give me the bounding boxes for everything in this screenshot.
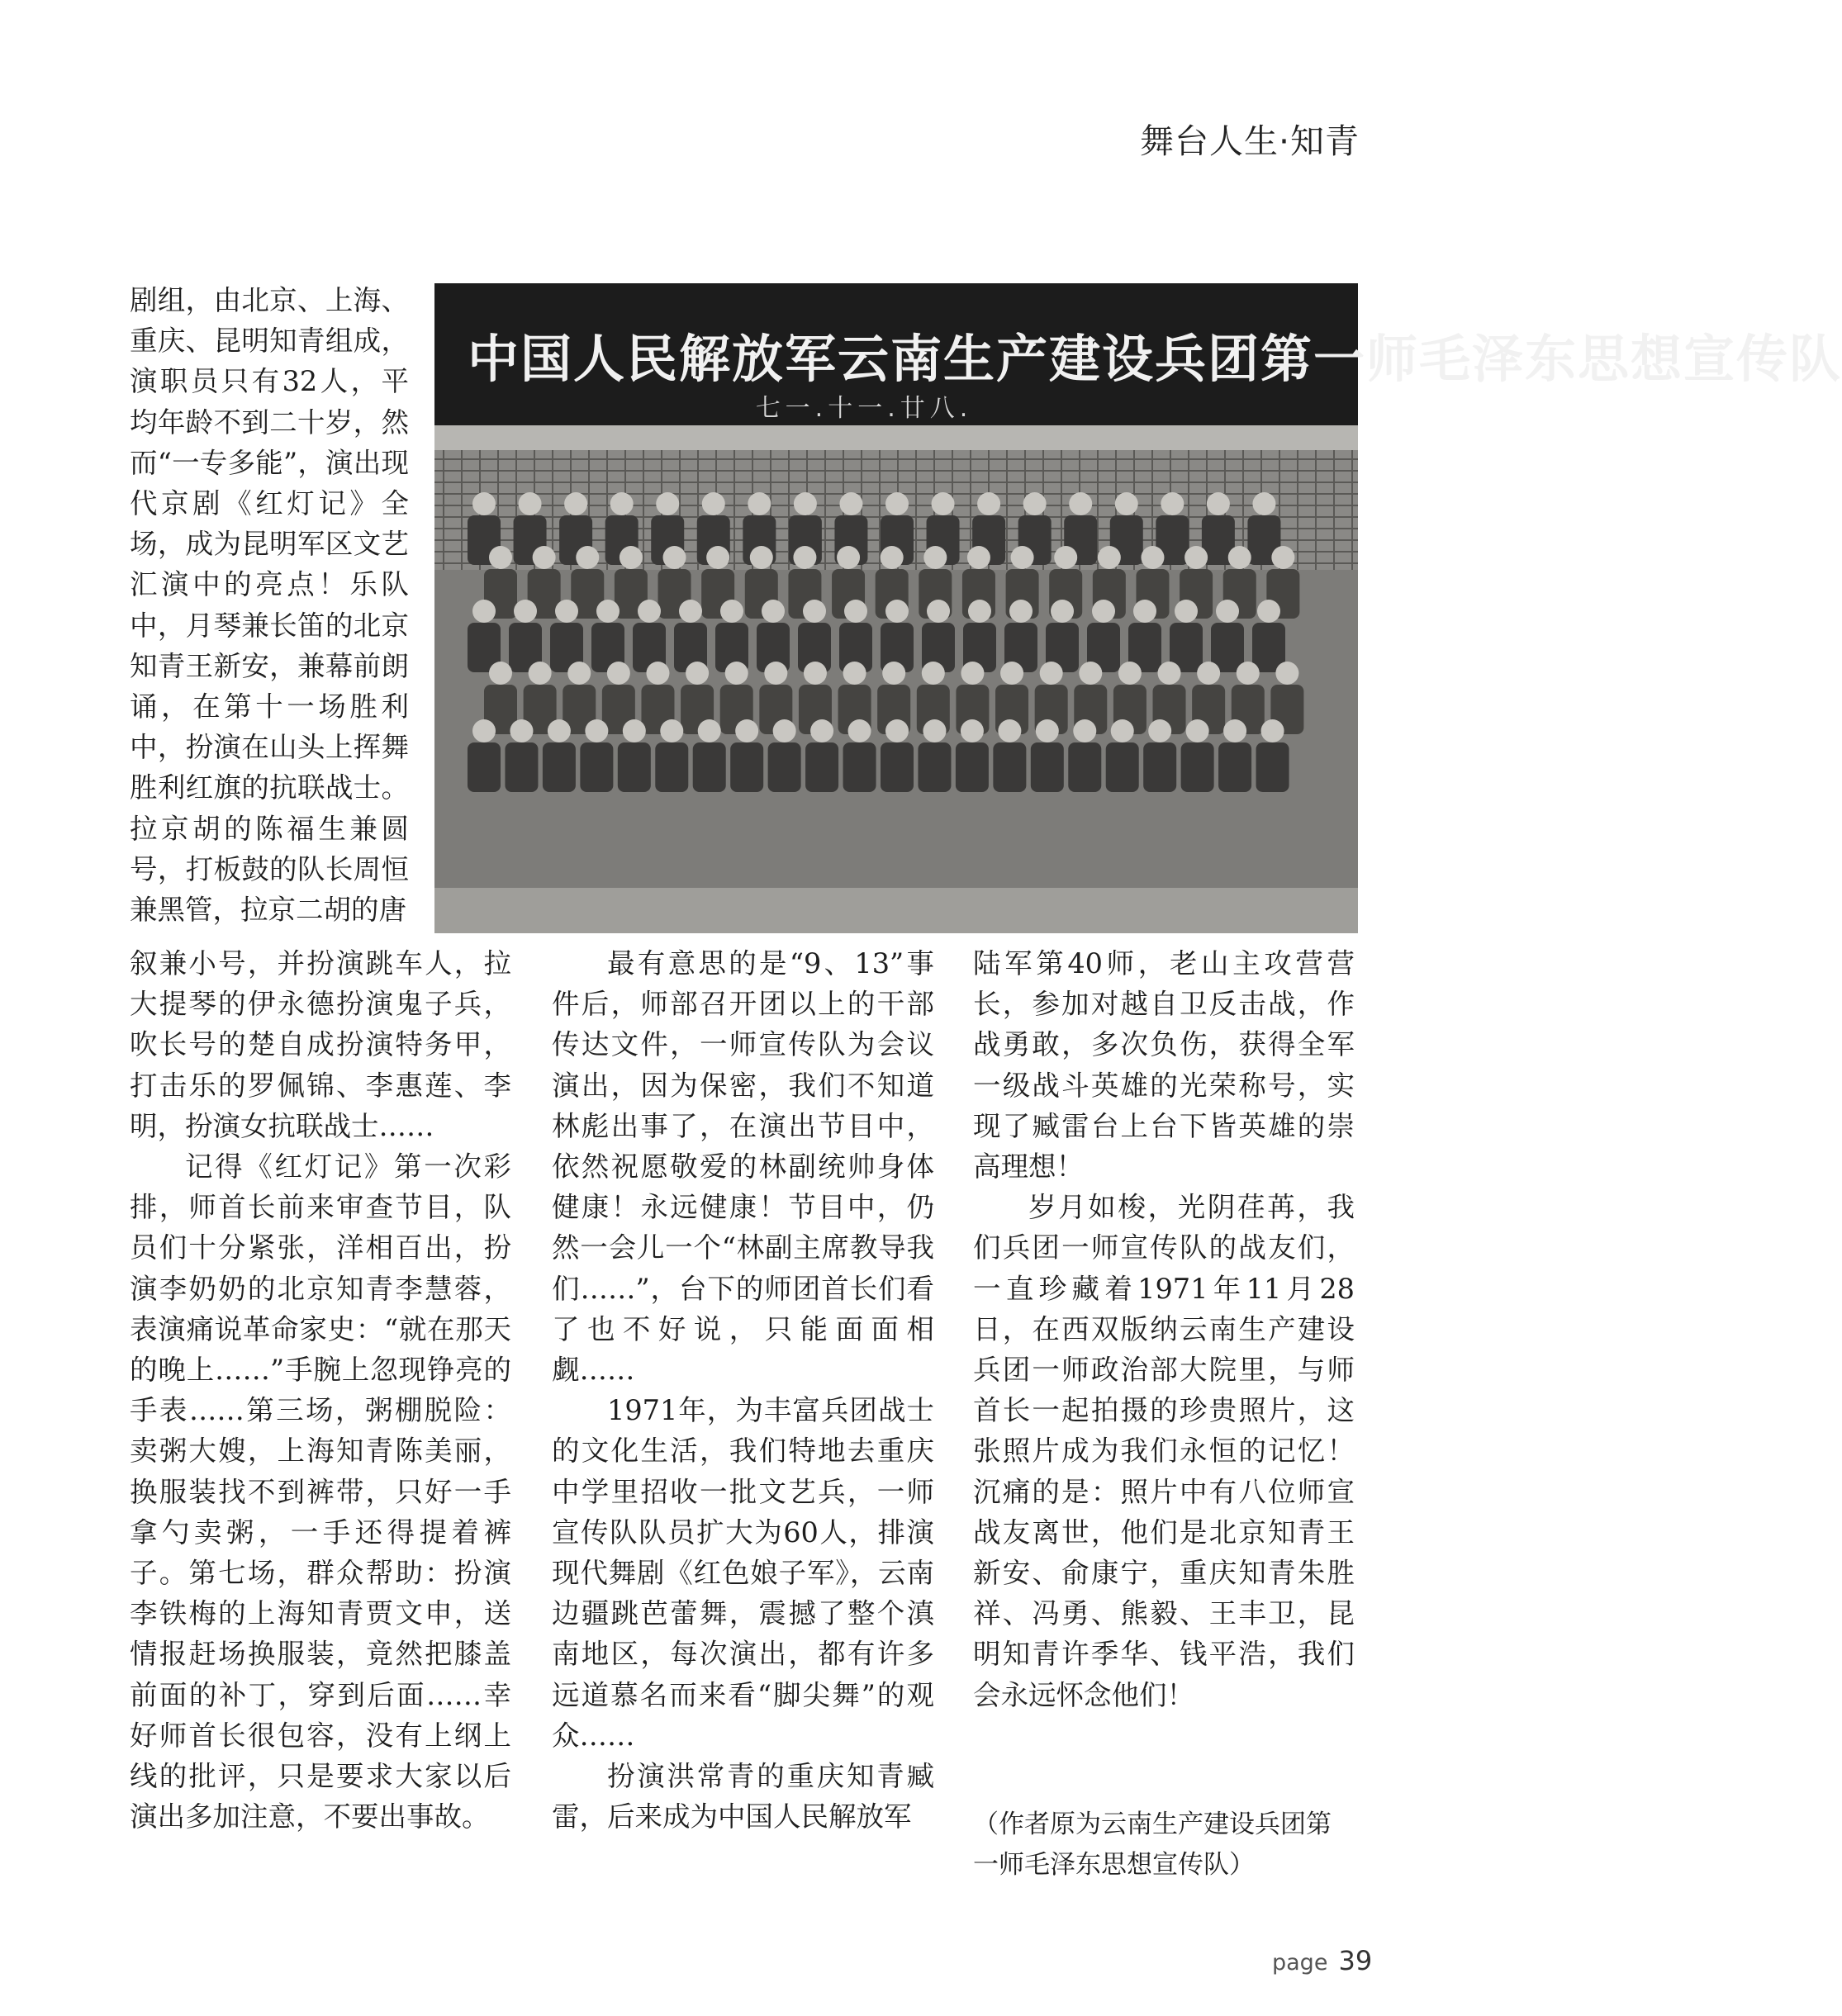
paragraph: 扮演洪常青的重庆知青臧雷，后来成为中国人民解放军 [552,1760,934,1833]
article-column-1-top [130,280,409,930]
paragraph: 剧组，由北京、上海、重庆、昆明知青组成，演职员只有32人，平均年龄不到二十岁，然而“一专多能”，演出现代京剧《红灯记》全场，成为昆明军区文艺汇演中的亮点！乐队中，月琴兼长笛的北京知青王新安，兼幕前朗诵，在第十一场胜利中，扮演在山头上挥舞胜利红旗的抗联战士。拉京胡的陈福生兼圆号，打板鼓的队长周恒兼黑管，拉京二胡的唐 [130,284,409,927]
banner-text: 中国人民解放军云南生产建设兵团第一师毛泽东思想宣传队 [468,329,1842,389]
article-column-1-bottom [130,943,511,1837]
paragraph: 岁月如梭，光阴荏苒，我们兵团一师宣传队的战友们，一直珍藏着1971年11月28日，在西双版纳云南生产建设兵团一师政治部大院里，与师首长一起拍摄的珍贵照片，这张照片成为我们永恒的记忆！沉痛的是：照片中有八位师宣战友离世，他们是北京知青王新安、俞康宁，重庆知青朱胜祥、冯勇、熊毅、王丰卫，昆明知青许季华、钱平浩，我们会永远怀念他们！ [973,1191,1355,1711]
paragraph: 陆军第40师，老山主攻营营长，参加对越自卫反击战，作战勇敢，多次负伤，获得全军一级战斗英雄的光荣称号，实现了臧雷台上台下皆英雄的崇高理想！ [973,947,1355,1184]
section-header: 舞台人生·知青 [1140,121,1360,161]
banner-date: 七一.十一.廿八. [755,394,973,423]
page-label: page [1272,1950,1328,1976]
group-photo-image [434,425,1358,933]
photo-banner [434,283,1842,425]
page-footer [1272,1945,1372,1976]
paragraph: 最有意思的是“9、13”事件后，师部召开团以上的干部传达文件，一师宣传队为会议演出，因为保密，我们不知道林彪出事了，在演出节目中，依然祝愿敬爱的林副统帅身体健康！永远健康！节目中，仍然一会儿一个“林副主席教导我们……”，台下的师团首长们看了也不好说，只能面面相觑…… [552,947,934,1387]
page-number: 39 [1338,1945,1373,1976]
group-photo [434,283,1842,933]
article-column-2 [552,943,934,1837]
paragraph: 叙兼小号，并扮演跳车人，拉大提琴的伊永德扮演鬼子兵，吹长号的楚自成扮演特务甲，打击乐的罗佩锦、李惠莲、李明，扮演女抗联战士…… [130,947,511,1142]
article-column-3 [973,943,1355,1715]
author-note: （作者原为云南生产建设兵团第一师毛泽东思想宣传队） [973,1810,1332,1880]
paragraph: 1971年，为丰富兵团战士的文化生活，我们特地去重庆中学里招收一批文艺兵，一师宣传队队员扩大为60人，排演现代舞剧《红色娘子军》，云南边疆跳芭蕾舞，震撼了整个滇南地区，每次演出，都有许多远道慕名而来看“脚尖舞”的观众…… [552,1394,934,1752]
paragraph: 记得《红灯记》第一次彩排，师首长前来审查节目，队员们十分紧张，洋相百出，扮演李奶奶的北京知青李慧蓉，表演痛说革命家史：“就在那天的晚上……”手腕上忽现铮亮的手表……第三场，粥棚脱险：卖粥大嫂，上海知青陈美丽，换服装找不到裤带，只好一手拿勺卖粥，一手还得提着裤子。第七场，群众帮助：扮演李铁梅的上海知青贾文申，送情报赶场换服装，竟然把膝盖前面的补丁，穿到后面……幸好师首长很包容，没有上纲上线的批评，只是要求大家以后演出多加注意，不要出事故。 [130,1150,511,1833]
